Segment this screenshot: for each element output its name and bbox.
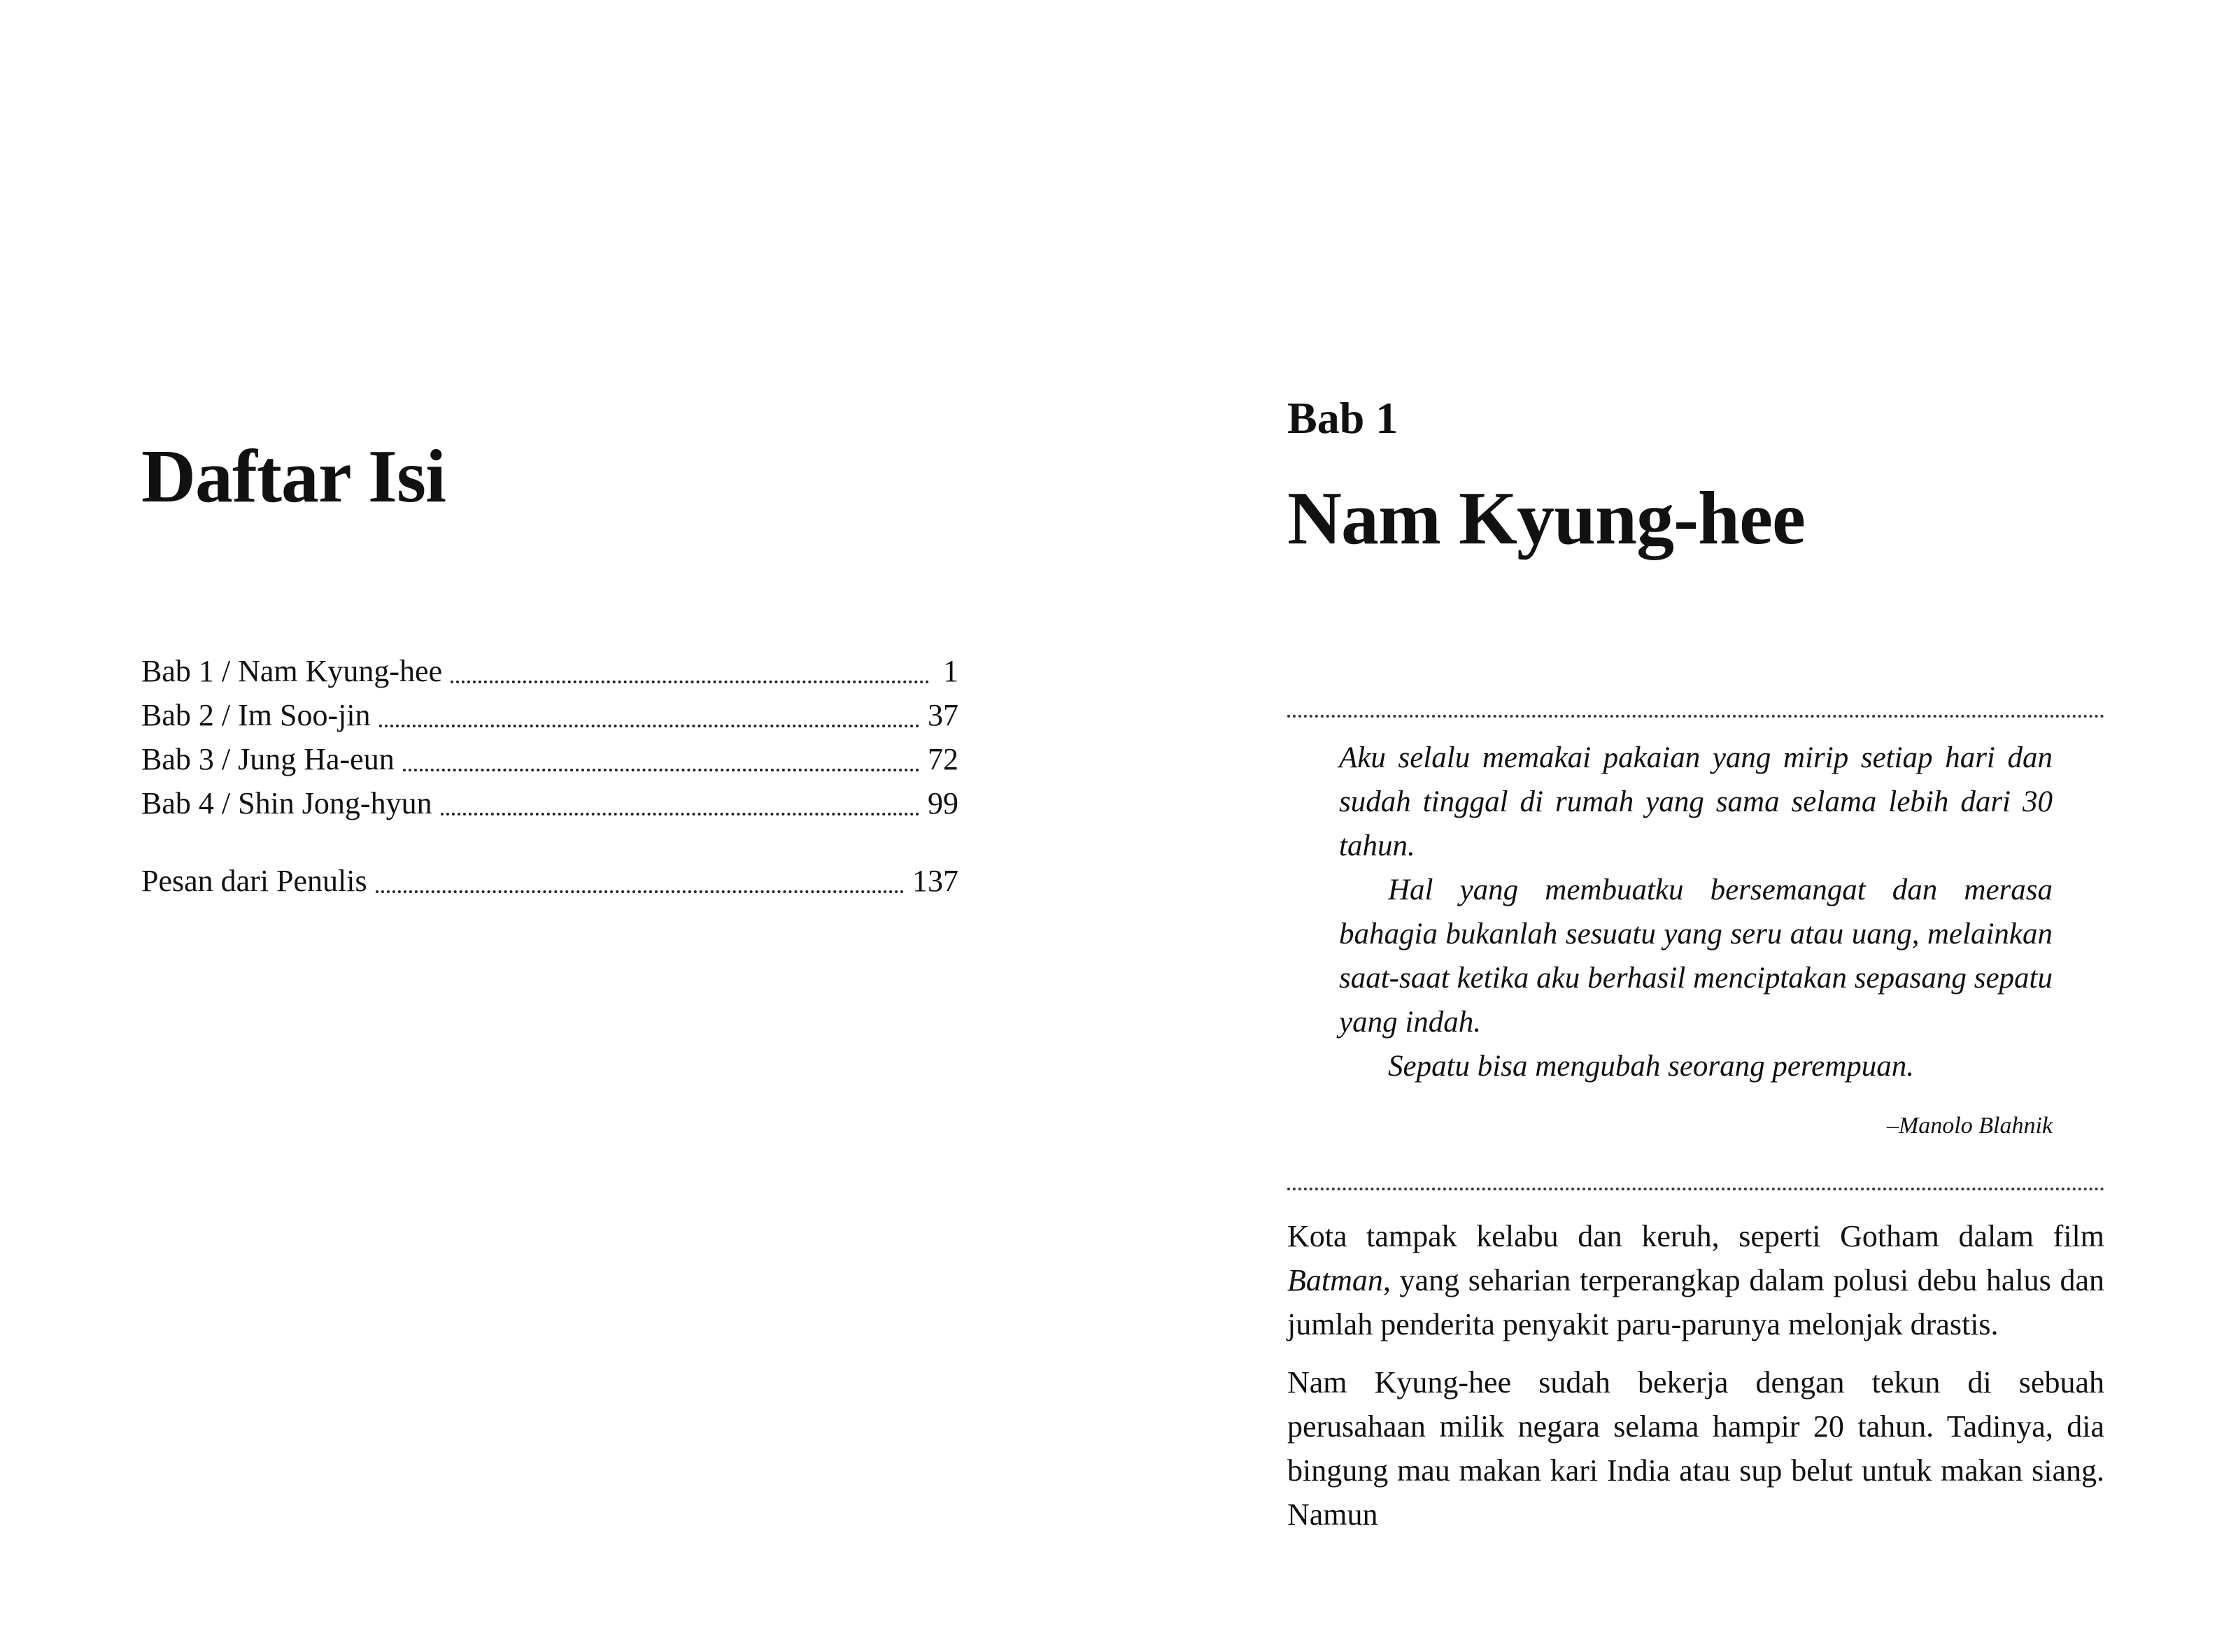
dot-leader <box>441 813 919 816</box>
toc-entry-page: 99 <box>928 786 958 820</box>
chapter-title: Nam Kyung-hee <box>1287 477 1805 560</box>
dotted-divider <box>1287 715 2104 718</box>
toc-entry-label: Bab 4 / Shin Jong-hyun <box>141 786 432 820</box>
toc-entry[interactable] <box>141 649 958 693</box>
toc-entry-page: 37 <box>928 698 958 732</box>
dot-leader <box>403 769 919 771</box>
toc-entry-page: 72 <box>928 742 958 776</box>
table-of-contents <box>141 649 958 903</box>
chapter-body <box>1287 1214 2104 1551</box>
epigraph-attribution: –Manolo Blahnik <box>1886 1113 2053 1139</box>
toc-entry-page: 1 <box>943 654 958 688</box>
toc-entry[interactable] <box>141 859 958 903</box>
dotted-divider <box>1287 1188 2104 1190</box>
body-text-segment: yang seharian terperangkap dalam polusi debu halus dan jumlah penderita penyakit paru-parunya melonjak drastis. <box>1287 1263 2104 1341</box>
body-text-segment: Kota tampak kelabu dan keruh, seperti Gotham dalam film <box>1287 1219 2104 1253</box>
epigraph-paragraph: Hal yang membuatku bersemangat dan merasa bahagia bukanlah sesuatu yang seru atau uang, melainkan saat-saat ketika aku berhasil menciptakan sepasang sepatu yang indah. <box>1339 874 2053 1039</box>
epigraph <box>1339 736 2053 1141</box>
toc-entry[interactable] <box>141 693 958 737</box>
toc-entry[interactable] <box>141 781 958 825</box>
left-page <box>0 0 1115 1652</box>
dot-leader <box>376 890 904 893</box>
epigraph-paragraph: Sepatu bisa mengubah seorang perempuan. <box>1388 1050 1915 1083</box>
dot-leader <box>451 681 929 683</box>
toc-entry[interactable] <box>141 737 958 781</box>
dot-leader <box>379 725 919 727</box>
toc-entry-label: Bab 3 / Jung Ha-eun <box>141 742 395 776</box>
toc-entry-label: Pesan dari Penulis <box>141 864 367 898</box>
toc-entry-page: 137 <box>912 864 958 898</box>
toc-title: Daftar Isi <box>141 435 446 518</box>
right-page <box>1115 0 2231 1652</box>
body-paragraph <box>1287 1214 2104 1346</box>
toc-entry-label: Bab 1 / Nam Kyung-hee <box>141 654 443 688</box>
epigraph-paragraph: Aku selalu memakai pakaian yang mirip setiap hari dan sudah tinggal di rumah yang sama selama lebih dari 30 tahun. <box>1339 741 2053 862</box>
toc-entry-label: Bab 2 / Im Soo-jin <box>141 698 371 732</box>
chapter-label: Bab 1 <box>1287 393 1398 443</box>
film-title: Batman, <box>1287 1263 1391 1297</box>
body-paragraph: Nam Kyung-hee sudah bekerja dengan tekun di sebuah perusahaan milik negara selama hampir 20 tahun. Tadinya, dia bingung mau makan kari India atau sup belut untuk makan siang. Namun <box>1287 1365 2104 1532</box>
